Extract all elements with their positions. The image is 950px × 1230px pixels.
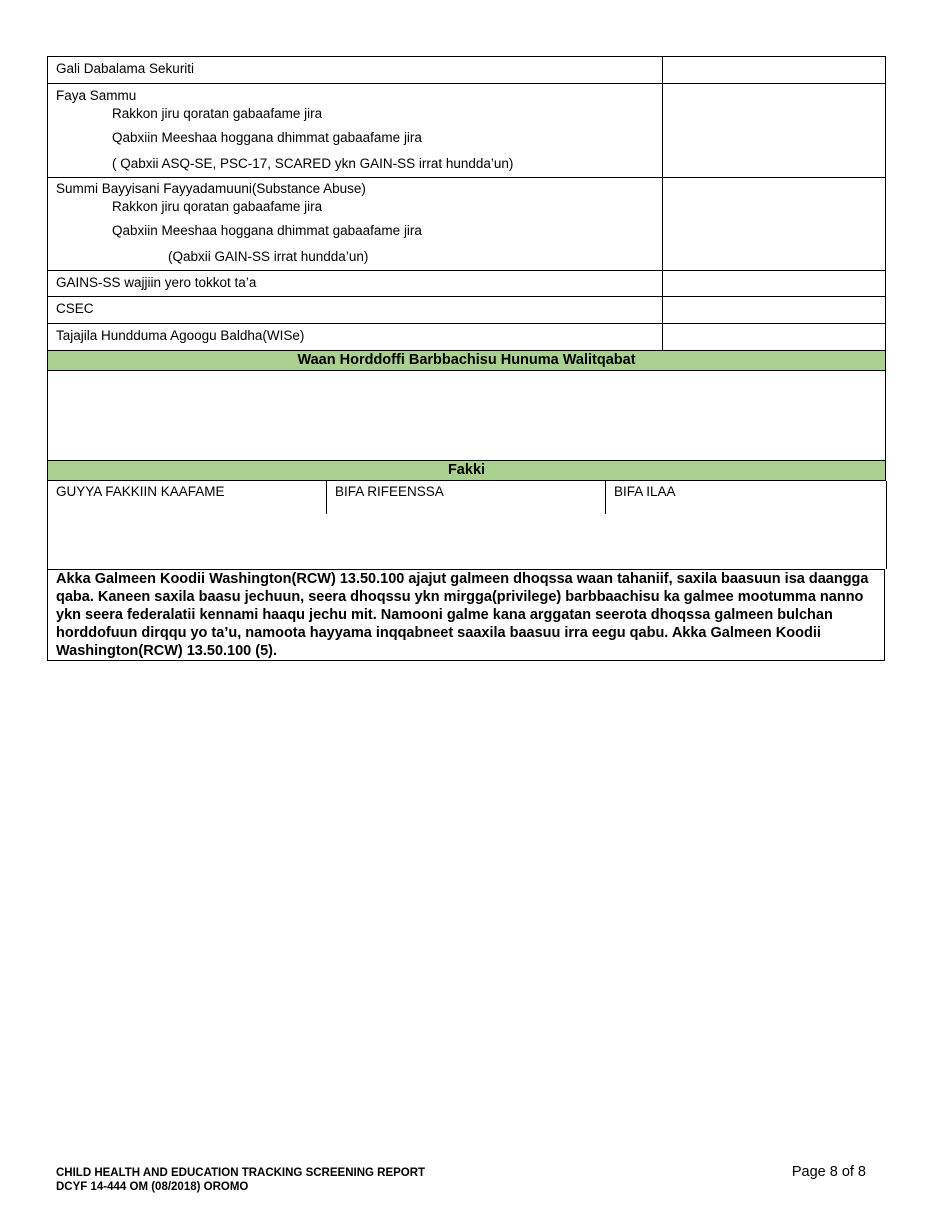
table-row xyxy=(48,297,886,324)
form-title: CHILD HEALTH AND EDUCATION TRACKING SCREENING REPORT xyxy=(56,1167,426,1179)
row-label: GAINS-SS wajjiin yero tokkot ta’a xyxy=(48,271,663,297)
row-subline: Rakkon jiru qoratan gabaafame jira xyxy=(112,106,323,121)
notes-section-header: Waan Horddoffi Barbbachisu Hunuma Walitqabat xyxy=(48,351,886,371)
form-number: DCYF 14-444 OM (08/2018) OROMO xyxy=(56,1181,249,1193)
signature-fill-label: BIFA RIFEENSSA xyxy=(327,481,606,514)
row-title: Faya Sammu xyxy=(56,88,137,103)
table-row xyxy=(48,178,886,271)
row-subline: Qabxiin Meeshaa hoggana dhimmat gabaafame jira xyxy=(112,130,422,145)
signature-section-header: Fakki xyxy=(48,461,886,481)
row-value-cell[interactable] xyxy=(663,324,886,351)
table-row xyxy=(48,57,886,84)
page-number: Page 8 of 8 xyxy=(791,1164,866,1180)
row-label: Gali Dabalama Sekuriti xyxy=(48,57,663,84)
signature-row xyxy=(47,481,887,569)
row-value-cell[interactable] xyxy=(663,178,886,271)
row-subline: (Qabxii GAIN-SS irrat hundda’un) xyxy=(168,249,369,264)
notes-area[interactable] xyxy=(48,371,886,461)
table-row xyxy=(48,271,886,297)
table-row xyxy=(48,324,886,351)
screening-form xyxy=(47,56,885,661)
row-value-cell[interactable] xyxy=(663,271,886,297)
row-label-group xyxy=(48,178,663,271)
confidentiality-notice: Akka Galmeen Koodii Washington(RCW) 13.50.100 ajajut galmeen dhoqssa waan tahaniif, saxila baasuun isa daangga qaba. Kaneen saxila baasu jechuun, seera dhoqssu ykn mirgga(privilege) barbbaachisu ka galmee mootumma nanno ykn seera federalatii kennami haaqu jechu mit. Namooni galme kana arggatan seerota dhoqssa galmeen bulchan horddofuun dirqqu yo ta’u, namoota hayyama inqqabneet saaxila baasuu irra eegu qabu. Akka Galmeen Koodii Washington(RCW) 13.50.100 (5). xyxy=(47,569,885,661)
screening-table xyxy=(47,56,886,481)
row-subline: Rakkon jiru qoratan gabaafame jira xyxy=(112,199,323,214)
form-footer xyxy=(56,1166,425,1194)
row-value-cell[interactable] xyxy=(663,57,886,84)
row-label-group xyxy=(48,84,663,178)
row-value-cell[interactable] xyxy=(663,297,886,324)
row-value-cell[interactable] xyxy=(663,84,886,178)
row-label: CSEC xyxy=(48,297,663,324)
row-subline: Qabxiin Meeshaa hoggana dhimmat gabaafame jira xyxy=(112,223,422,238)
row-label: Tajajila Hundduma Agoogu Baldha(WISe) xyxy=(48,324,663,351)
row-title: Summi Bayyisani Fayyadamuuni(Substance Abuse) xyxy=(56,181,366,196)
row-subline: ( Qabxii ASQ-SE, PSC-17, SCARED ykn GAIN-SS irrat hundda’un) xyxy=(112,156,514,171)
signature-view-label: BIFA ILAA xyxy=(614,484,676,499)
table-row xyxy=(48,84,886,178)
signature-date-label: GUYYA FAKKIIN KAAFAME xyxy=(48,481,327,514)
